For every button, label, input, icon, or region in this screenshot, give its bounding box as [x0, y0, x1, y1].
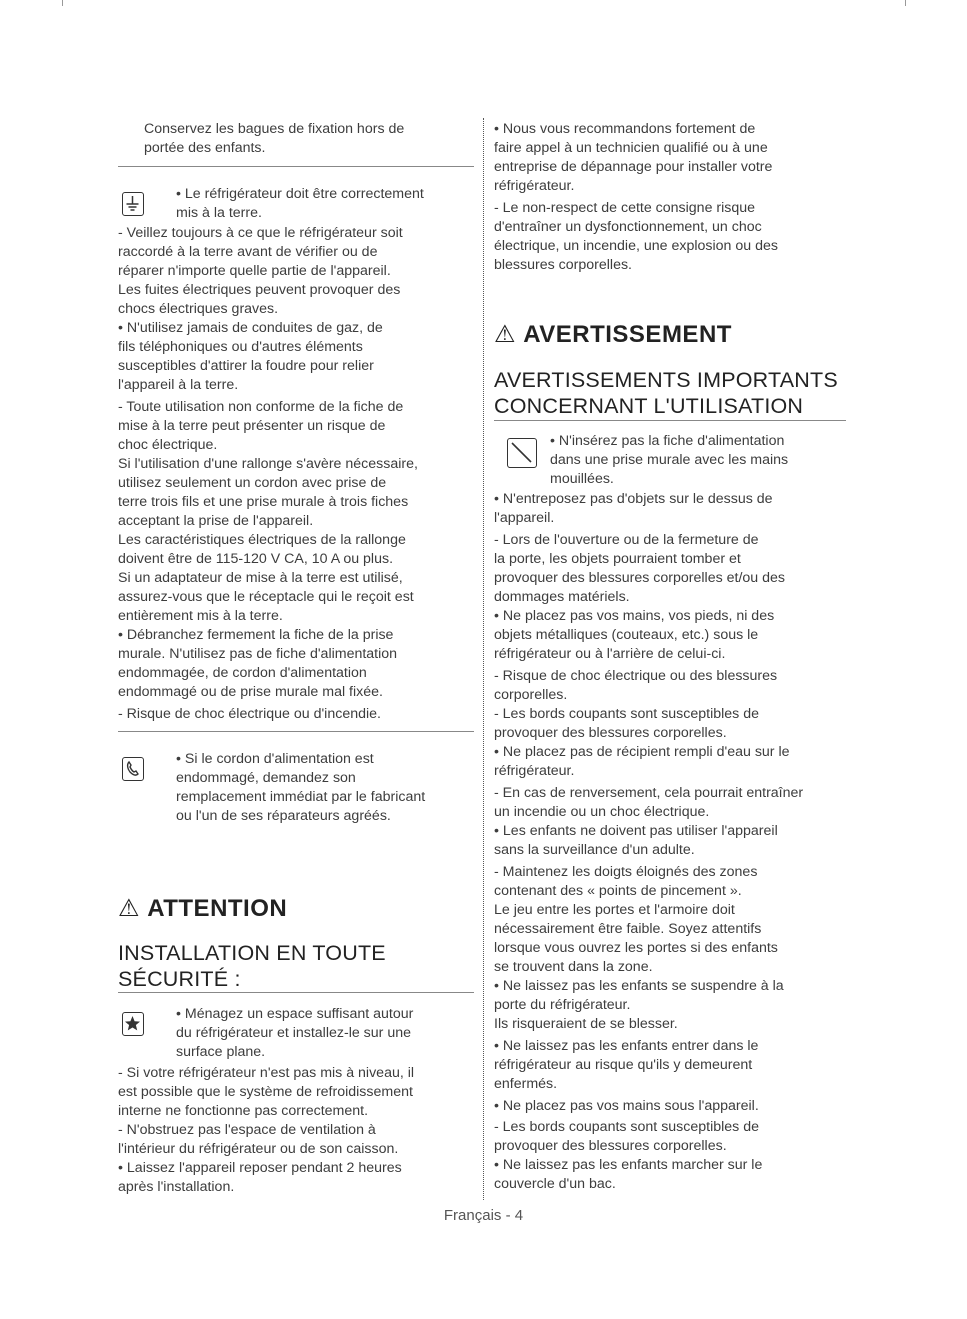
no-wet-hands-item: • N'insérez pas la fiche d'alimentation dans une prise murale avec les mains mouillées.: [550, 433, 789, 487]
column-divider: [483, 118, 484, 1200]
divider: [494, 420, 846, 421]
ground-item-2: - Veillez toujours à ce que le réfrigérateur soit raccordé à la terre avant de vérifier ou de réparer n'importe quelle partie de l'appareil. Les fuites électriques peuvent provoquer des chocs électriques graves.: [118, 225, 403, 317]
install-item-4: • Laissez l'appareil reposer pendant 2 heures après l'installation.: [118, 1160, 402, 1195]
usage-item-9: - Maintenez les doigts éloignés des zones contenant des « points de pincement ». Le jeu entre les portes et l'armoire doit nécessairement être faible. Soyez attentifs lorsque vous ouvrez les portes si des enfants se trouvent dans la zone.: [494, 864, 778, 975]
install-item-1: • Ménagez un espace suffisant autour du réfrigérateur et installez-le sur une surface plane.: [176, 1006, 414, 1060]
usage-item-6: • Ne placez pas de récipient rempli d'eau sur le réfrigérateur.: [494, 744, 790, 779]
usage-item-2: - Lors de l'ouverture ou de la fermeture de la porte, les objets pourraient tomber et provoquer des blessures corporelles et/ou des dommages matériels.: [494, 532, 786, 605]
warning-triangle-icon: ⚠: [118, 895, 148, 922]
star-icon: [122, 1012, 144, 1036]
page-footer: Français - 4: [443, 1207, 524, 1224]
ground-item-4: - Toute utilisation non conforme de la fiche de mise à la terre peut présenter un risque de choc électrique. Si l'utilisation d'une rallonge s'avère nécessaire, utilisez seulement un cordon avec prise de terre trois fils et une prise murale à trois fiches acceptant la prise de l'appareil. Les caractéristiques électriques de la rallonge doivent être de 115-120 V CA, 10 A ou plus. Si un adaptateur de mise à la terre est utilisé, assurez-vous que le réceptacle qui le reçoit est entièrement mis à la terre.: [118, 399, 418, 624]
top-item-2: - Le non-respect de cette consigne risque d'entraîner un dysfonctionnement, un choc électrique, un incendie, une explosion ou des blessures corporelles.: [494, 200, 778, 273]
crop-mark-left: [62, 0, 63, 6]
attention-heading-text: ATTENTION: [147, 895, 288, 922]
ground-item-1: • Le réfrigérateur doit être correctement mis à la terre.: [176, 186, 424, 221]
warning-heading-text: AVERTISSEMENT: [523, 321, 732, 348]
usage-item-12: • Ne placez pas vos mains sous l'appareil.: [494, 1098, 759, 1114]
warning-heading: [494, 320, 732, 349]
top-item-1: • Nous vous recommandons fortement de faire appel à un technicien qualifié ou à une entreprise de dépannage pour installer votre réfrigérateur.: [494, 121, 773, 194]
attention-heading: [118, 894, 287, 923]
usage-item-1: • N'entreposez pas d'objets sur le dessus de l'appareil.: [494, 491, 773, 526]
crop-mark-right: [905, 0, 906, 6]
prohibition-icon: [507, 438, 537, 468]
usage-item-10: • Ne laissez pas les enfants se suspendre à la porte du réfrigérateur. Ils risqueraient de se blesser.: [494, 978, 784, 1032]
usage-item-8: • Les enfants ne doivent pas utiliser l'appareil sans la surveillance d'un adulte.: [494, 823, 778, 858]
install-item-3: - N'obstruez pas l'espace de ventilation à l'intérieur du réfrigérateur ou de son caisson.: [118, 1122, 399, 1157]
install-item-2: - Si votre réfrigérateur n'est pas mis à niveau, il est possible que le système de refroidissement interne ne fonctionne pas correctement.: [118, 1065, 415, 1119]
usage-item-7: - En cas de renversement, cela pourrait entraîner un incendie ou un choc électrique.: [494, 785, 804, 820]
ground-item-3: • N'utilisez jamais de conduites de gaz, de fils téléphoniques ou d'autres éléments susceptibles d'attirer la foudre pour relier l'appareil à la terre.: [118, 320, 383, 393]
usage-item-4: - Risque de choc électrique ou des blessures corporelles.: [494, 668, 778, 703]
phone-call-icon: [122, 757, 144, 781]
usage-item-5: - Les bords coupants sont susceptibles de provoquer des blessures corporelles.: [494, 706, 759, 741]
intro-text: Conservez les bagues de fixation hors de portée des enfants.: [144, 121, 405, 156]
ground-item-6: - Risque de choc électrique ou d'incendie.: [118, 706, 381, 722]
install-title: INSTALLATION EN TOUTE SÉCURITÉ :: [118, 941, 386, 991]
usage-item-14: • Ne laissez pas les enfants marcher sur le couvercle d'un bac.: [494, 1157, 763, 1192]
usage-item-3: • Ne placez pas vos mains, vos pieds, ni des objets métalliques (couteaux, etc.) sous le réfrigérateur ou à l'arrière de celui-ci.: [494, 608, 775, 662]
divider: [118, 731, 474, 732]
ground-icon: [122, 192, 144, 216]
ground-item-5: • Débranchez fermement la fiche de la prise murale. N'utilisez pas de fiche d'alimentation endommagée, de cordon d'alimentation endommagé ou de prise murale mal fixée.: [118, 627, 398, 700]
usage-item-11: • Ne laissez pas les enfants entrer dans le réfrigérateur au risque qu'ils y demeurent enfermés.: [494, 1038, 759, 1092]
usage-item-13: - Les bords coupants sont susceptibles de provoquer des blessures corporelles.: [494, 1119, 759, 1154]
divider: [118, 992, 474, 993]
divider: [118, 166, 474, 167]
usage-title: AVERTISSEMENTS IMPORTANTS CONCERNANT L'UTILISATION: [494, 368, 838, 418]
cord-item: • Si le cordon d'alimentation est endommagé, demandez son remplacement immédiat par le fabricant ou l'un de ses réparateurs agréés.: [176, 751, 426, 824]
warning-triangle-icon: ⚠: [494, 321, 524, 348]
